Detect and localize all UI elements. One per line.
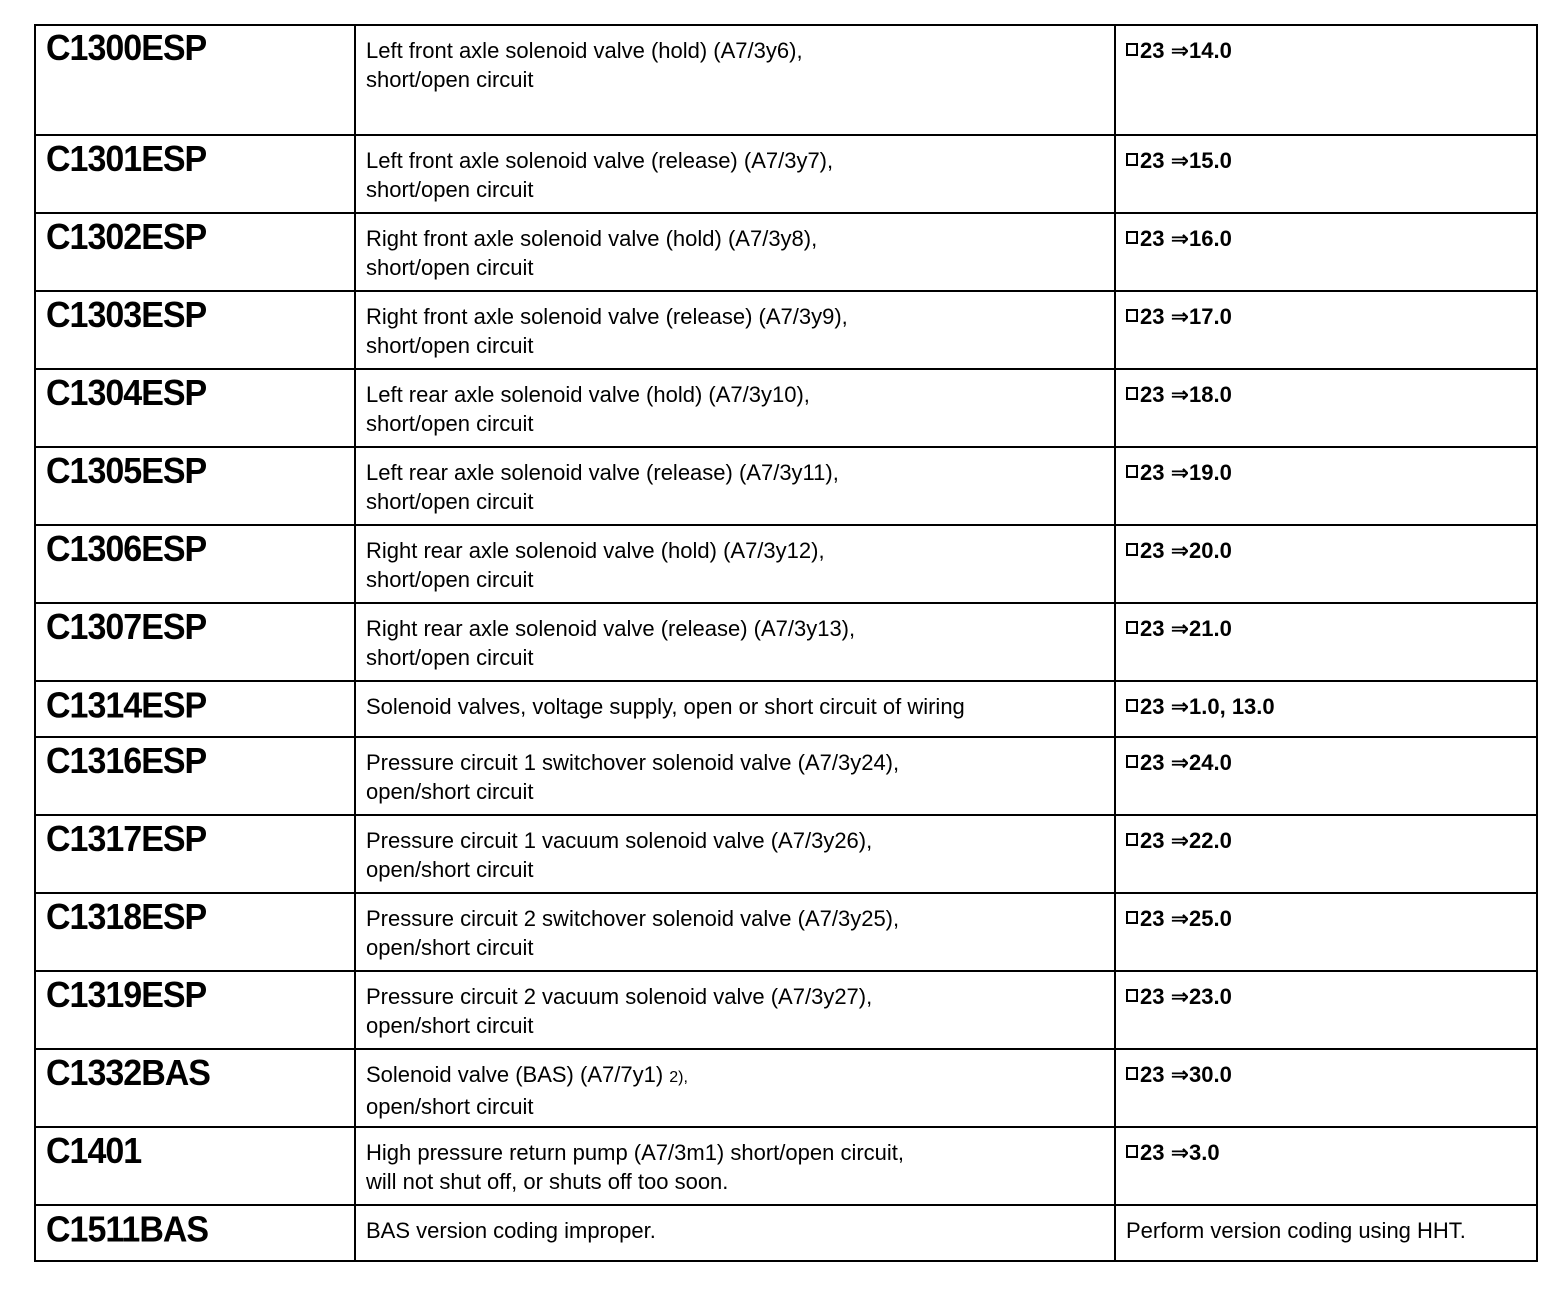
step-text: 23 ⇒20.0 [1140,538,1232,563]
checkbox-square-icon [1126,153,1138,166]
description-line-2: will not shut off, or shuts off too soon. [366,1169,729,1194]
description-line-2: open/short circuit [366,1013,534,1038]
fault-code: C1332BAS [35,1047,355,1129]
test-step-reference [1115,25,1537,135]
description-line-2: short/open circuit [366,333,534,358]
fault-code: C1306ESP [35,523,355,605]
fault-code: C1316ESP [35,735,355,817]
test-step-reference [1115,603,1537,681]
footnote-ref: 2), [669,1069,688,1086]
fault-code: C1317ESP [35,813,355,895]
checkbox-square-icon [1126,989,1138,1002]
description-text: Right front axle solenoid valve (hold) (A7/3y8), [366,226,818,251]
fault-description [355,971,1115,1049]
table-row [35,1127,1537,1205]
table-row [35,603,1537,681]
test-step-reference [1115,737,1537,815]
table-row [35,971,1537,1049]
test-step-reference [1115,135,1537,213]
fault-code-table [34,24,1538,1262]
fault-description [355,815,1115,893]
description-line-1 [366,224,1114,253]
step-text: 23 ⇒23.0 [1140,984,1232,1009]
table-row [35,681,1537,737]
checkbox-square-icon [1126,1145,1138,1158]
description-line-2: short/open circuit [366,489,534,514]
description-line-1 [366,614,1114,643]
test-step-reference [1115,447,1537,525]
test-step-reference [1115,369,1537,447]
description-text: Pressure circuit 2 switchover solenoid valve (A7/3y25), [366,906,900,931]
table-row [35,25,1537,135]
test-step-reference [1115,1127,1537,1205]
description-text: High pressure return pump (A7/3m1) short/open circuit, [366,1140,905,1165]
description-line-2: short/open circuit [366,67,534,92]
table-row [35,1205,1537,1261]
fault-description [355,1049,1115,1127]
description-text: Pressure circuit 2 vacuum solenoid valve (A7/3y27), [366,984,873,1009]
step-text: 23 ⇒21.0 [1140,616,1232,641]
step-text: 23 ⇒3.0 [1140,1140,1220,1165]
step-text: 23 ⇒30.0 [1140,1062,1232,1087]
description-line-1 [366,748,1114,777]
step-text: 23 ⇒22.0 [1140,828,1232,853]
fault-code: C1314ESP [35,680,355,739]
description-line-2: short/open circuit [366,255,534,280]
checkbox-square-icon [1126,543,1138,556]
description-text: Right rear axle solenoid valve (release) (A7/3y13), [366,616,856,641]
table-row [35,737,1537,815]
fault-description [355,447,1115,525]
fault-description [355,1205,1115,1261]
fault-description [355,135,1115,213]
step-text: 23 ⇒25.0 [1140,906,1232,931]
table-row [35,1049,1537,1127]
description-line-1 [366,982,1114,1011]
fault-code-table-body [35,25,1537,1261]
fault-code: C1318ESP [35,891,355,973]
checkbox-square-icon [1126,911,1138,924]
fault-description [355,737,1115,815]
checkbox-square-icon [1126,1067,1138,1080]
step-text: 23 ⇒18.0 [1140,382,1232,407]
fault-description [355,603,1115,681]
description-line-2: open/short circuit [366,779,534,804]
fault-description [355,525,1115,603]
checkbox-square-icon [1126,43,1138,56]
description-text: Right front axle solenoid valve (release) (A7/3y9), [366,304,848,329]
description-line-1 [366,302,1114,331]
test-step-reference [1115,893,1537,971]
step-text: 23 ⇒17.0 [1140,304,1232,329]
description-line-1 [366,1060,1114,1092]
table-row [35,893,1537,971]
table-row [35,815,1537,893]
fault-code: C1307ESP [35,601,355,683]
description-text: Left front axle solenoid valve (release) (A7/3y7), [366,148,834,173]
fault-code: C1511BAS [35,1204,355,1263]
description-text: Pressure circuit 1 switchover solenoid valve (A7/3y24), [366,750,900,775]
step-text: 23 ⇒1.0, 13.0 [1140,694,1275,719]
description-text: Right rear axle solenoid valve (hold) (A7/3y12), [366,538,825,563]
table-row [35,447,1537,525]
fault-code: C1302ESP [35,211,355,293]
table-row [35,213,1537,291]
fault-description [355,369,1115,447]
checkbox-square-icon [1126,465,1138,478]
fault-code: C1401 [35,1125,355,1207]
checkbox-square-icon [1126,387,1138,400]
description-line-1 [366,1216,1114,1245]
action-text: Perform version coding using HHT. [1126,1218,1466,1243]
step-text: 23 ⇒24.0 [1140,750,1232,775]
step-text: 23 ⇒19.0 [1140,460,1232,485]
fault-description [355,25,1115,135]
step-text: 23 ⇒14.0 [1140,38,1232,63]
test-step-reference [1115,971,1537,1049]
fault-code: C1300ESP [35,22,355,138]
description-text: Left rear axle solenoid valve (hold) (A7/3y10), [366,382,810,407]
step-text: 23 ⇒15.0 [1140,148,1232,173]
description-text: Left front axle solenoid valve (hold) (A7/3y6), [366,38,803,63]
description-text: Left rear axle solenoid valve (release) (A7/3y11), [366,460,839,485]
fault-code: C1305ESP [35,445,355,527]
step-text: 23 ⇒16.0 [1140,226,1232,251]
description-line-2: open/short circuit [366,857,534,882]
description-text: BAS version coding improper. [366,1218,656,1243]
description-line-1 [366,692,1114,721]
description-line-1 [366,146,1114,175]
description-line-2: short/open circuit [366,567,534,592]
description-text: Solenoid valves, voltage supply, open or short circuit of wiring [366,694,965,719]
description-line-2: short/open circuit [366,177,534,202]
description-line-1 [366,458,1114,487]
description-text: Solenoid valve (BAS) (A7/7y1) [366,1062,664,1087]
checkbox-square-icon [1126,309,1138,322]
description-line-2: open/short circuit [366,1094,534,1119]
description-line-1 [366,380,1114,409]
test-step-reference [1115,1205,1537,1261]
description-line-2: open/short circuit [366,935,534,960]
checkbox-square-icon [1126,621,1138,634]
checkbox-square-icon [1126,699,1138,712]
test-step-reference [1115,815,1537,893]
fault-description [355,893,1115,971]
description-line-1 [366,826,1114,855]
checkbox-square-icon [1126,833,1138,846]
test-step-reference [1115,291,1537,369]
description-line-1 [366,536,1114,565]
description-line-1 [366,904,1114,933]
description-line-2: short/open circuit [366,411,534,436]
fault-description [355,213,1115,291]
table-row [35,369,1537,447]
checkbox-square-icon [1126,755,1138,768]
fault-code: C1303ESP [35,289,355,371]
fault-description [355,1127,1115,1205]
fault-code: C1304ESP [35,367,355,449]
fault-code: C1301ESP [35,133,355,215]
fault-description [355,291,1115,369]
fault-description [355,681,1115,737]
table-row [35,291,1537,369]
test-step-reference [1115,681,1537,737]
description-line-1 [366,36,1114,65]
test-step-reference [1115,213,1537,291]
test-step-reference [1115,525,1537,603]
fault-code: C1319ESP [35,969,355,1051]
checkbox-square-icon [1126,231,1138,244]
description-line-2: short/open circuit [366,645,534,670]
table-row [35,135,1537,213]
description-text: Pressure circuit 1 vacuum solenoid valve (A7/3y26), [366,828,873,853]
description-line-1 [366,1138,1114,1167]
table-row [35,525,1537,603]
test-step-reference [1115,1049,1537,1127]
